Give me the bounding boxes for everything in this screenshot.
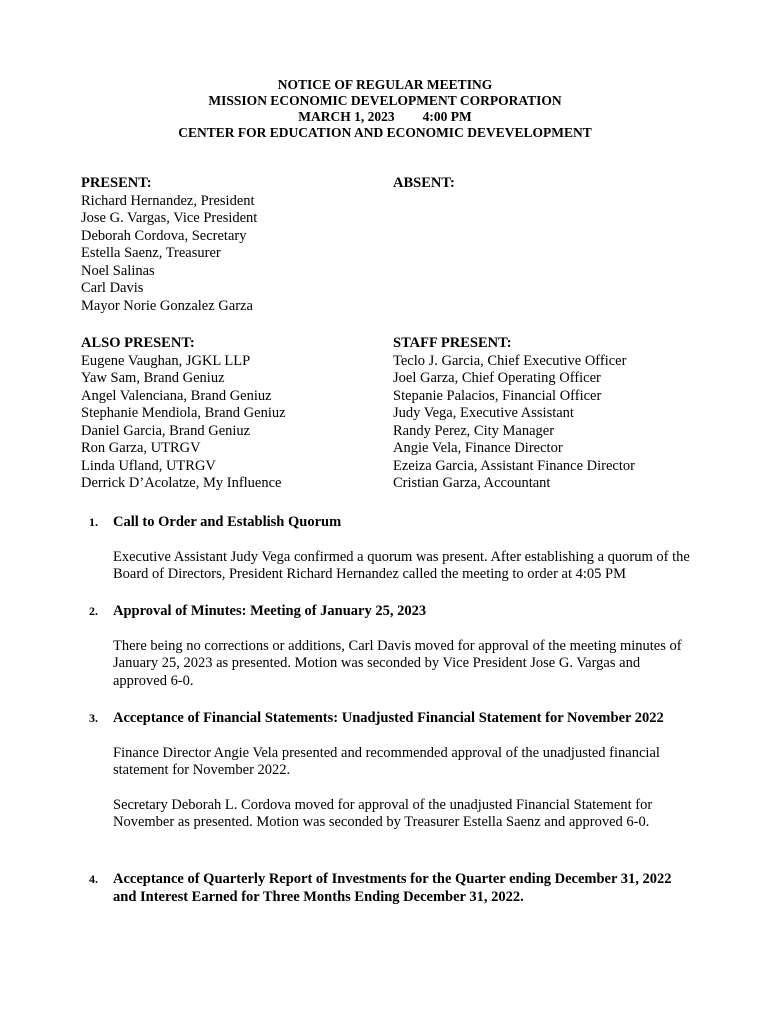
- agenda-item-title: Approval of Minutes: Meeting of January 25, 2023: [113, 603, 427, 619]
- meeting-location: CENTER FOR EDUCATION AND ECONOMIC DEVEVELOPMENT: [178, 125, 592, 140]
- agenda-item-title: Acceptance of Financial Statements: Unadjusted Financial Statement for November 2022: [113, 710, 664, 726]
- agenda-item-3: [81, 710, 693, 832]
- also-present-member: Eugene Vaughan, JGKL LLP: [81, 352, 251, 369]
- also-present-member: Ron Garza, UTRGV: [81, 440, 201, 456]
- absent-section: [393, 175, 455, 193]
- staff-member: Angie Vela, Finance Director: [393, 440, 563, 456]
- organization-name: MISSION ECONOMIC DEVELOPMENT CORPORATION: [208, 93, 562, 108]
- present-heading: PRESENT:: [81, 175, 152, 191]
- agenda-item-paragraph: Secretary Deborah L. Cordova moved for approval of the unadjusted Financial Statement for November as presented. Motion was seconded by Treasurer Estella Saenz and approved 6-0.: [113, 796, 653, 830]
- present-section: [81, 175, 257, 315]
- agenda-item-heading: [81, 871, 693, 906]
- meeting-time: 4:00 PM: [422, 109, 472, 124]
- agenda-item-number: 3.: [89, 711, 98, 725]
- agenda-item-number: 1.: [89, 515, 98, 529]
- present-member: Carl Davis: [81, 280, 144, 296]
- also-present-member: Derrick D’Acolatze, My Influence: [81, 475, 282, 491]
- absent-heading: ABSENT:: [393, 175, 455, 191]
- notice-title: NOTICE OF REGULAR MEETING: [277, 77, 493, 92]
- staff-member: Judy Vega, Executive Assistant: [393, 405, 574, 421]
- present-member: Noel Salinas: [81, 262, 155, 279]
- agenda-item-1: [81, 514, 693, 584]
- agenda-item-paragraph: Finance Director Angie Vela presented and recommended approval of the unadjusted financial statement for November 2022.: [113, 744, 660, 778]
- agenda-item-4: [81, 871, 693, 906]
- meeting-dateline: [0, 109, 770, 125]
- staff-member: Randy Perez, City Manager: [393, 422, 555, 439]
- present-member: Deborah Cordova, Secretary: [81, 227, 247, 244]
- present-member: Jose G. Vargas, Vice President: [81, 210, 258, 226]
- staff-member: Stepanie Palacios, Financial Officer: [393, 387, 602, 404]
- agenda-item-paragraph: Executive Assistant Judy Vega confirmed a quorum was present. After establishing a quorum of the Board of Directors, President Richard Hernandez called the meeting to order at 4:05 PM: [113, 548, 690, 582]
- also-present-member: Daniel Garcia, Brand Geniuz: [81, 422, 251, 439]
- staff-present-heading: STAFF PRESENT:: [393, 335, 512, 351]
- also-present-member: Yaw Sam, Brand Geniuz: [81, 370, 225, 386]
- staff-member: Ezeiza Garcia, Assistant Finance Director: [393, 457, 635, 474]
- present-member: Mayor Norie Gonzalez Garza: [81, 297, 253, 314]
- agenda-item-2: [81, 603, 693, 690]
- present-member: Richard Hernandez, President: [81, 192, 255, 209]
- staff-member: Cristian Garza, Accountant: [393, 475, 551, 491]
- meeting-header: [0, 77, 770, 141]
- agenda-item-title: Acceptance of Quarterly Report of Investments for the Quarter ending December 31, 2022 and Interest Earned for Three Months Ending December 31, 2022.: [113, 871, 672, 905]
- also-present-member: Angel Valenciana, Brand Geniuz: [81, 387, 272, 404]
- staff-present-section: [393, 335, 635, 493]
- also-present-member: Stephanie Mendiola, Brand Geniuz: [81, 405, 286, 421]
- staff-member: Joel Garza, Chief Operating Officer: [393, 370, 601, 386]
- agenda-item-heading: [81, 710, 693, 728]
- agenda-item-heading: [81, 514, 693, 532]
- also-present-member: Linda Ufland, UTRGV: [81, 457, 216, 474]
- also-present-heading: ALSO PRESENT:: [81, 335, 195, 351]
- agenda-item-number: 4.: [89, 872, 98, 886]
- meeting-date: MARCH 1, 2023: [298, 109, 395, 124]
- agenda-item-number: 2.: [89, 604, 98, 618]
- agenda-item-heading: [81, 603, 693, 621]
- staff-member: Teclo J. Garcia, Chief Executive Officer: [393, 352, 627, 369]
- agenda-item-paragraph: There being no corrections or additions, Carl Davis moved for approval of the meeting minutes of January 25, 2023 as presented. Motion was seconded by Vice President Jose G. Vargas and approved 6-0.: [113, 637, 682, 689]
- present-member: Estella Saenz, Treasurer: [81, 245, 221, 261]
- agenda-item-title: Call to Order and Establish Quorum: [113, 514, 342, 530]
- also-present-section: [81, 335, 286, 493]
